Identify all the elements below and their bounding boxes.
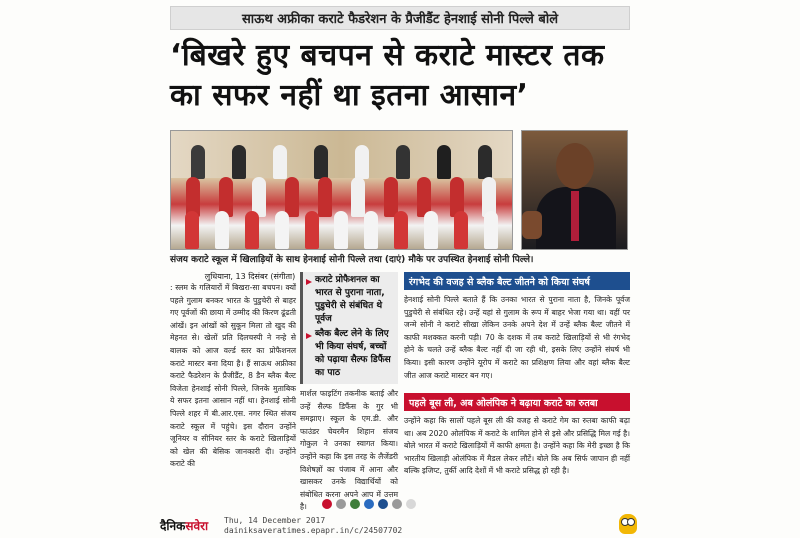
body-column-middle: मार्शल फाइटिंग तकनीक बताई और उन्हें सैल्फ डिफैंस के गुर भी समझाए। स्कूल के एम.डी. और फाउंडर चेयरमैन शिहान संजय गोकुल ने उनका स्वागत किया। उन्होंने कहा कि इस तरह के लैजेंडरी विशेषज्ञों का पंजाब में आना और खासकर उनके विद्यार्थियों को संबोधित करना अपने आप में उत्तम है।: [300, 389, 398, 512]
footer-meta: [224, 516, 402, 536]
article-kicker: साऊथ अफ्रीका कराटे फैडरेशन के प्रैजीडैंट हेनशाई सोनी पिल्ले बोले: [170, 6, 630, 30]
owl-mascot-icon: [619, 514, 637, 534]
color-dot: [378, 499, 388, 509]
color-dot: [364, 499, 374, 509]
article-headline: ‘बिखरे हुए बचपन से कराटे मास्टर तक का सफर नहीं था इतना आसान’: [170, 38, 605, 113]
arrow-bullet-icon: [306, 279, 312, 285]
color-dot: [336, 499, 346, 509]
color-dot: [406, 499, 416, 509]
section-body-1: हेनशाई सोनी पिल्ले बताते हैं कि उनका भारत से पुराना नाता है, जिनके पूर्वज पुडुचेरी से संबंधित रहे। उन्हें यहां से गुलाम के रूप में बाहर भेजा गया था। वहीं पर जन्मे सोनी ने कराटे सीखा लेकिन उनके अपने देश में उन्हें ब्लैक बैल्ट जीतने में काफी मशक्कत करनी पड़ी। 70 के दशक में तब कराटे खिलाड़ियों से भी रंगभेद होने के चलते उन्हें ब्लैक बैल्ट नहीं दी जा रही थी, इसके लिए उन्होंने संघर्ष भी किया। इसी कारण उन्होंने यूरोप में कराटे का प्रशिक्षण लिया और वहां ब्लैक बैल्ट जीत आज कराटे मास्टर बन गए।: [404, 295, 630, 380]
dateline: लुधियाना, 13 दिसंबर (संगीता): [204, 272, 296, 281]
edition-date: Thu, 14 December 2017: [224, 516, 326, 525]
section-heading-2: पहले बूस ली, अब ओलंपिक ने बढ़ाया कराटे का रुतबा: [404, 393, 630, 411]
body-column-left: : स्लम के गलियारों में बिखरा-सा बचपन। क्योंं पहले गुलाम बनकर भारत के पुडुचेरी से बाहर गए पूर्वजों की छाया में उम्मीद की किरण ढूंढती आंखें। इन आंखों को सुकून मिला तो खुद की मेहनत से। खेलों प्रति दिलचस्पी ने नन्हे से बालक को आज वर्ल्ड स्तर का प्रोफैशनल कराटे मास्टर बना दिया है। हैं साऊथ अफ्रीका कराटे फैडरेशन के प्रैजीडैंट, 8 डैन ब्लैक बैल्ट विजेता हेनशाई सोनी पिल्ले, जिनके मुताबिक ये सफर इतना आसान नहीं था। हेनशाई सोनी पिल्ले शहर में बी.आर.एस. नगर स्थित संजय कराटे स्कूल में पहुंचे। इस दौरान उन्होंने जूनियर व सीनियर स्तर के कराटे खिलाड़ियों को खेल की बेसिक जानकारी दी। उन्होंने कराटे की: [170, 283, 296, 469]
portrait-photo: [521, 130, 628, 250]
section-heading-1: रंगभेद की वजह से ब्लैक बैल्ट जीतने को किया संघर्ष: [404, 272, 630, 290]
color-dot: [350, 499, 360, 509]
highlight-item: [303, 272, 398, 326]
photo-caption: संजय कराटे स्कूल में खिलाड़ियों के साथ हेनशाई सोनी पिल्ले तथा (दाएं) मौके पर उपस्थित हेनशाई सोनी पिल्ले।: [170, 255, 534, 265]
arrow-bullet-icon: [306, 333, 312, 339]
highlight-text: ब्लैक बैल्ट लेने के लिए भी किया संघर्ष, बच्चों को पढ़ाया सैल्फ डिफैंस का पाठ: [315, 329, 391, 378]
color-dot: [392, 499, 402, 509]
highlight-item: [303, 326, 398, 380]
section-body-2: उन्होंने कहा कि सालों पहले बूस ली की वजह से कराटे गेम का रुतबा काफी बढ़ा था। अब 2020 ओलंपिक में कराटे के शामिल होने से इसे और प्रसिद्धि मिल गई है। बोले भारत में कराटे खिलाड़ियों में काफी क्षमता है। उन्होंने कहा कि मेरी इच्छा है कि भारतीय खिलाड़ी ओलंपिक में मैडल लेकर लौटें। बोले कि अब सिर्फ जापान ही नहीं बल्कि इजिप्ट, तुर्की आदि देशों में भी कराटे प्रसिद्ध हो रही है।: [404, 416, 630, 476]
color-dot: [322, 499, 332, 509]
footer: [160, 514, 640, 538]
newspaper-logo: दैनिकसवेरा: [160, 519, 209, 533]
highlights-box: [300, 272, 398, 384]
epaper-link[interactable]: dainiksaveratimes.epapr.in/c/24507702: [224, 526, 403, 535]
highlight-text: कराटे प्रोफैशनल का भारत से पुराना नाता, पुडुचेरी से संबंधित थे पूर्वज: [315, 275, 385, 324]
group-photo: [170, 130, 513, 250]
color-dots: [322, 499, 416, 509]
